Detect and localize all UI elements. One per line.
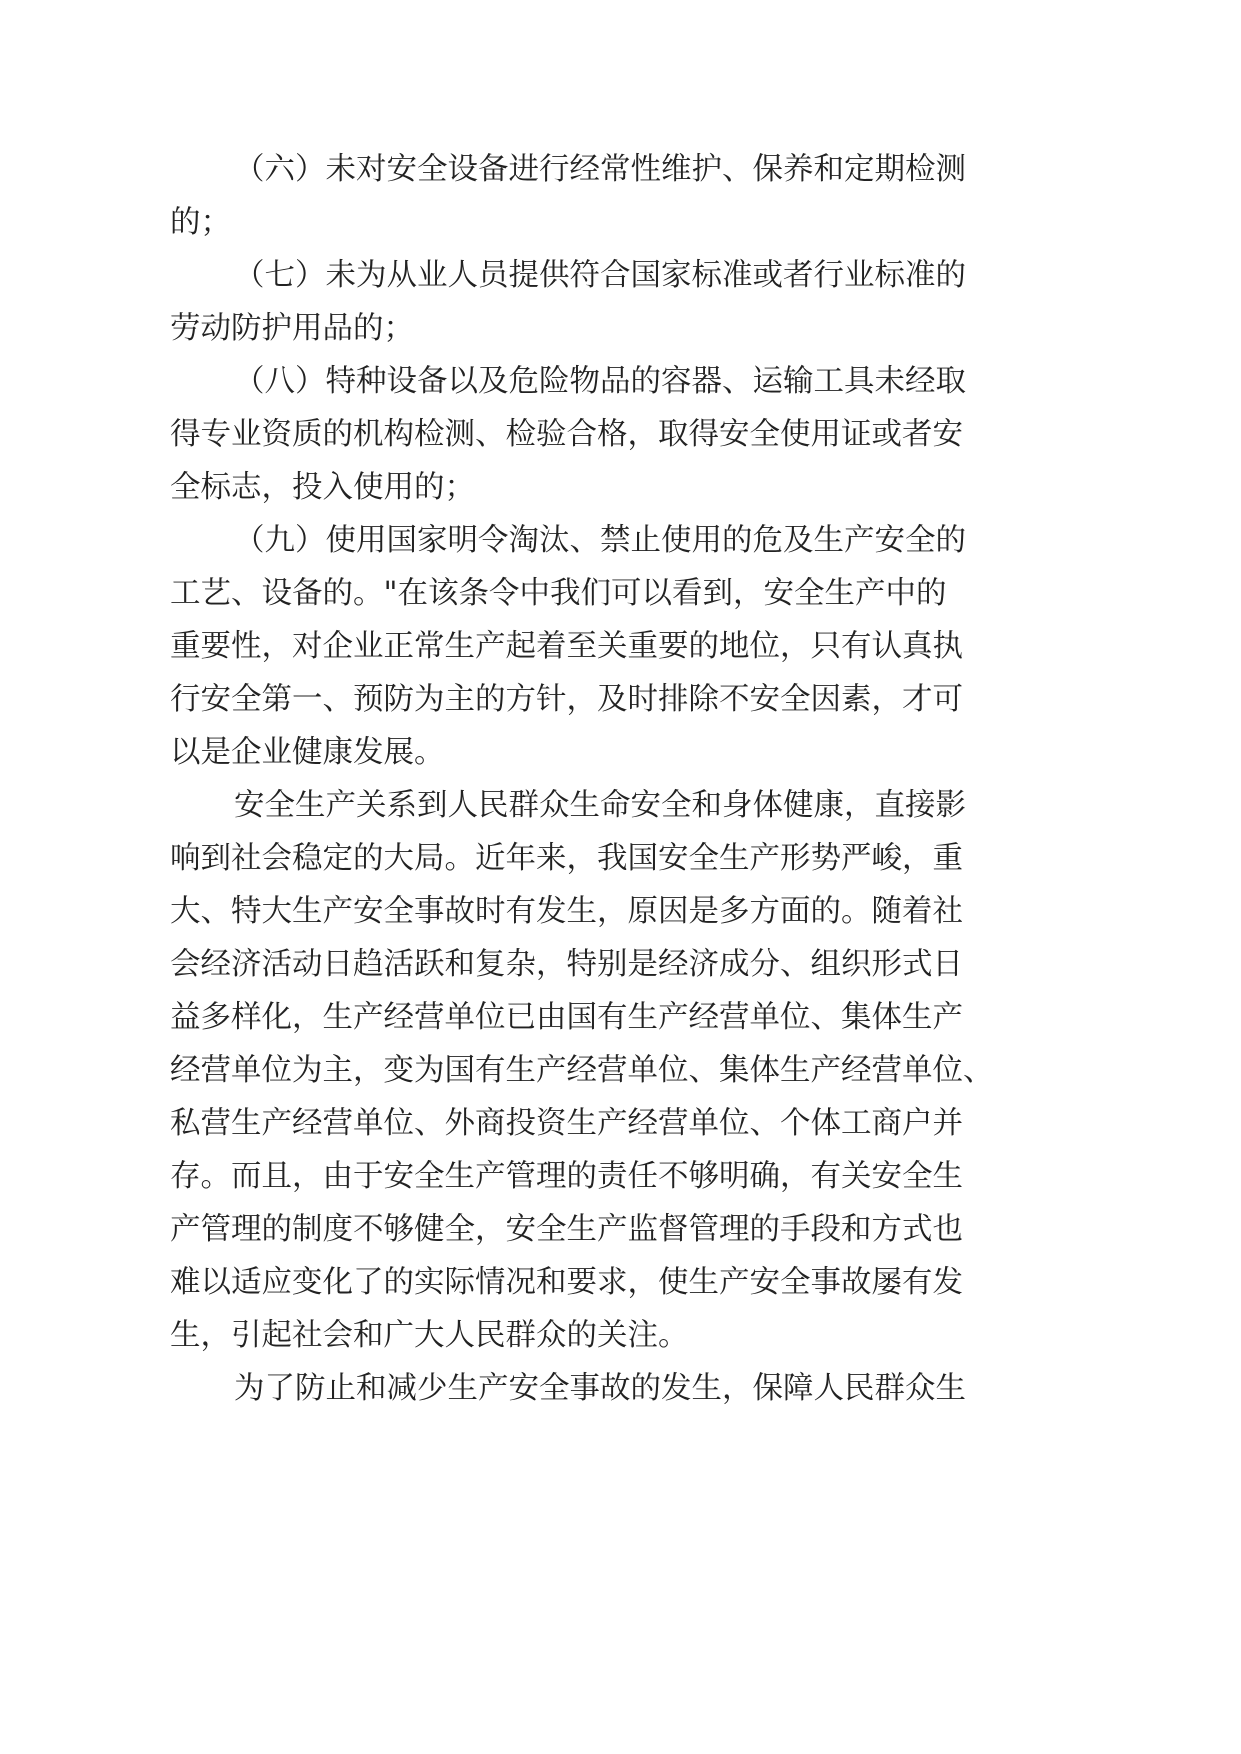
text-line: 经营单位为主，变为国有生产经营单位、集体生产经营单位、	[170, 1053, 994, 1088]
text-line: 难以适应变化了的实际情况和要求，使生产安全事故屡有发	[170, 1265, 963, 1300]
text-line: 存。而且，由于安全生产管理的责任不够明确，有关安全生	[170, 1159, 963, 1194]
text-line: 为了防止和减少生产安全事故的发生，保障人民群众生	[234, 1371, 966, 1406]
text-line: 大、特大生产安全事故时有发生，原因是多方面的。随着社	[170, 894, 963, 929]
text-line: 的；	[170, 205, 231, 240]
text-line: 重要性，对企业正常生产起着至关重要的地位，只有认真执	[170, 629, 963, 664]
text-line: 安全生产关系到人民群众生命安全和身体健康，直接影	[234, 788, 966, 823]
text-line: 以是企业健康发展。	[170, 735, 445, 770]
text-line: 响到社会稳定的大局。近年来，我国安全生产形势严峻，重	[170, 841, 963, 876]
text-line: 劳动防护用品的；	[170, 311, 414, 346]
text-line: 行安全第一、预防为主的方针，及时排除不安全因素，才可	[170, 682, 963, 717]
text-line: （八）特种设备以及危险物品的容器、运输工具未经取	[234, 364, 966, 399]
text-line: 全标志，投入使用的；	[170, 470, 475, 505]
text-line: （七）未为从业人员提供符合国家标准或者行业标准的	[234, 258, 966, 293]
text-line: 私营生产经营单位、外商投资生产经营单位、个体工商户并	[170, 1106, 963, 1141]
text-line: 益多样化，生产经营单位已由国有生产经营单位、集体生产	[170, 1000, 963, 1035]
text-line: 产管理的制度不够健全，安全生产监督管理的手段和方式也	[170, 1212, 963, 1247]
text-line: 工艺、设备的。"在该条令中我们可以看到，安全生产中的	[170, 576, 947, 611]
text-line: 会经济活动日趋活跃和复杂，特别是经济成分、组织形式日	[170, 947, 963, 982]
text-line: 得专业资质的机构检测、检验合格，取得安全使用证或者安	[170, 417, 963, 452]
text-line: 生，引起社会和广大人民群众的关注。	[170, 1318, 689, 1353]
text-line: （九）使用国家明令淘汰、禁止使用的危及生产安全的	[234, 523, 966, 558]
text-line: （六）未对安全设备进行经常性维护、保养和定期检测	[234, 152, 966, 187]
